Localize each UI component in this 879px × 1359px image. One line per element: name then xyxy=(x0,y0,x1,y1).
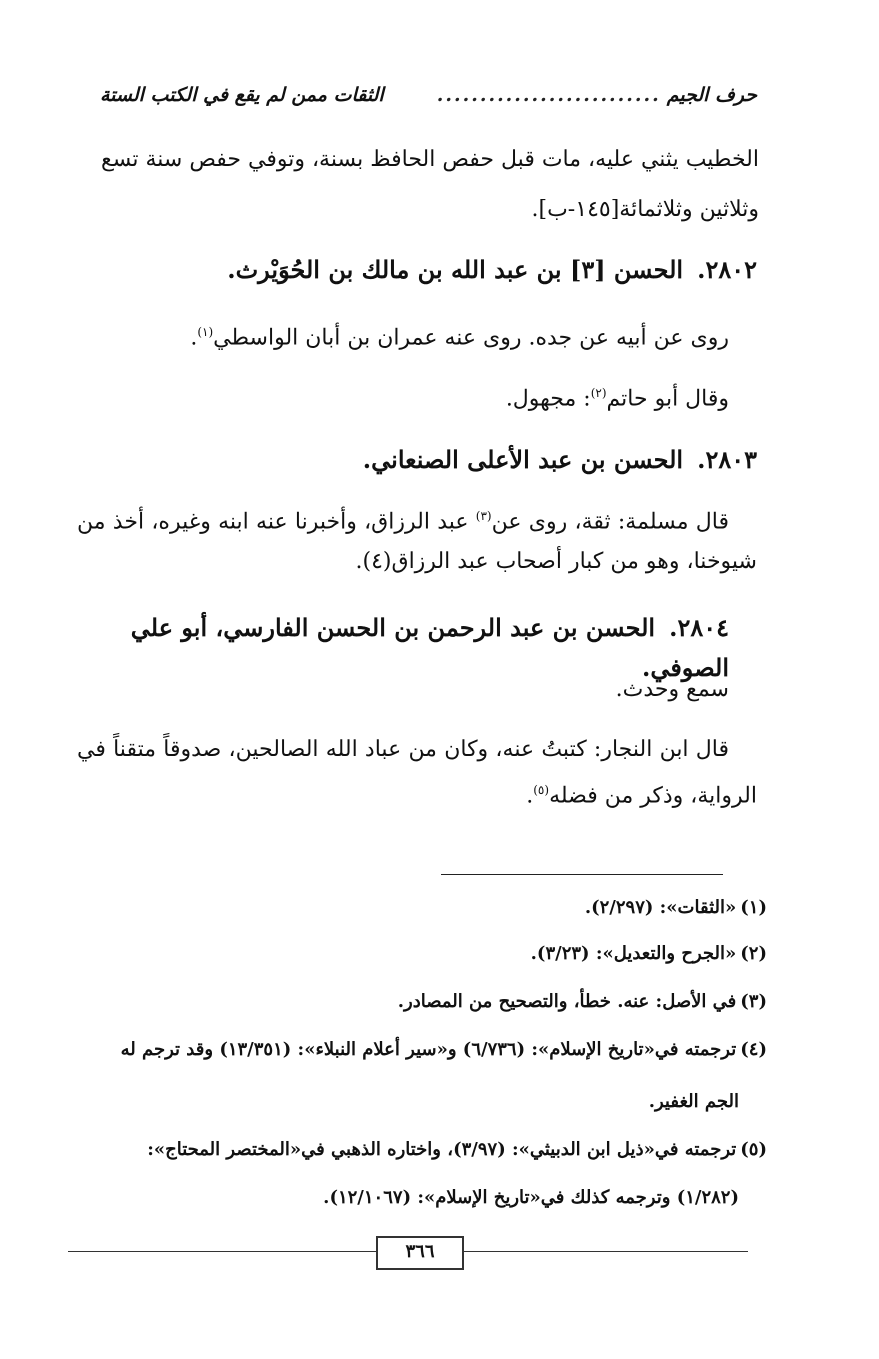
footnote-3 xyxy=(67,986,767,1018)
entry-title: الحسن [٣] بن عبد الله بن مالك بن الحُوَيْرث. xyxy=(227,255,684,284)
entry-title: الحسن بن عبد الأعلى الصنعاني. xyxy=(362,445,684,474)
entry-paragraph xyxy=(69,312,729,358)
footnote-text: ترجمته في«تاريخ الإسلام»: (٦/٧٣٦) و«سير أعلام النبلاء»: (١٣/٣٥١) وقد ترجم له xyxy=(120,1039,737,1060)
footnote-2 xyxy=(67,938,767,970)
footer-rule-right xyxy=(460,1251,748,1252)
entry-number: ٢٨٠٢. xyxy=(697,255,757,284)
footnote-number: (٣) xyxy=(740,991,767,1012)
intro-line-1: الخطيب يثني عليه، مات قبل حفص الحافظ بسنة، وتوفي حفص سنة تسع xyxy=(101,147,759,172)
entry-number: ٢٨٠٣. xyxy=(697,445,757,474)
footer-rule-left xyxy=(68,1251,376,1252)
footnote-4-continuation: الجم الغفير. xyxy=(648,1091,739,1112)
entry-paragraph xyxy=(77,730,757,816)
entry-paragraph xyxy=(77,496,757,582)
paragraph-text: قال مسلمة: ثقة، روى عن xyxy=(491,509,729,535)
footnote-text: «الجرح والتعديل»: (٣/٢٣). xyxy=(530,943,737,964)
entry-title: الحسن بن عبد الرحمن بن الحسن الفارسي، أبو علي الصوفي. xyxy=(130,613,729,682)
entry-paragraph xyxy=(69,670,729,710)
footnote-5 xyxy=(67,1134,767,1166)
footnote-5-continuation: (١/٢٨٢) وترجمه كذلك في«تاريخ الإسلام»: (١٢/١٠٦٧). xyxy=(323,1187,739,1208)
footnote-divider xyxy=(441,874,723,875)
entry-paragraph xyxy=(69,373,729,419)
header-chapter-title: حرف الجيم xyxy=(666,84,757,106)
paragraph-text: وقال أبو حاتم xyxy=(606,386,729,412)
footnote-ref: (٣) xyxy=(475,509,492,523)
footnote-ref: (٥) xyxy=(533,783,550,797)
footnote-number: (٥) xyxy=(740,1139,767,1160)
entry-heading-2803 xyxy=(77,440,757,480)
footnote-text: في الأصل: عنه. خطأ، والتصحيح من المصادر. xyxy=(397,991,737,1012)
paragraph-text: روى عن أبيه عن جده. روى عنه عمران بن أبان الواسطي xyxy=(213,325,729,351)
footnote-1 xyxy=(67,892,767,924)
footnote-ref: (١) xyxy=(197,325,214,339)
footnote-number: (٤) xyxy=(740,1039,767,1060)
paragraph-text: سمع وحدث. xyxy=(615,677,729,702)
page-number: ٣٦٦ xyxy=(376,1236,464,1270)
footnote-number: (٢) xyxy=(740,943,767,964)
running-header xyxy=(100,84,757,106)
header-dots: .......................... xyxy=(436,84,661,106)
header-book-title: الثقات ممن لم يقع في الكتب الستة xyxy=(100,84,384,106)
entry-number: ٢٨٠٤. xyxy=(669,613,729,642)
footnote-number: (١) xyxy=(740,897,767,918)
paragraph-tail: : مجهول. xyxy=(505,386,591,412)
paragraph-text: قال ابن النجار: كتبتُ عنه، وكان من عباد الله الصالحين، صدوقاً متقناً في الرواية، وذكر من فضله xyxy=(77,737,757,809)
paragraph-tail: عبد الرزاق، وأخبرنا عنه ابنه وغيره، أخذ من شيوخنا، وهو من كبار أصحاب عبد الرزاق(٤). xyxy=(77,509,757,575)
paragraph-tail: . xyxy=(190,325,198,351)
paragraph-tail: . xyxy=(526,783,534,809)
footnote-text: ترجمته في«ذيل ابن الدبيثي»: (٣/٩٧)، واختاره الذهبي في«المختصر المحتاج»: xyxy=(147,1139,737,1160)
footnote-text: «الثقات»: (٢/٢٩٧). xyxy=(584,897,737,918)
footnote-ref: (٢) xyxy=(590,386,607,400)
intro-line-2: وثلاثين وثلاثمائة[١٤٥-ب]. xyxy=(531,197,759,222)
footnote-4 xyxy=(67,1034,767,1066)
entry-heading-2802 xyxy=(77,250,757,290)
